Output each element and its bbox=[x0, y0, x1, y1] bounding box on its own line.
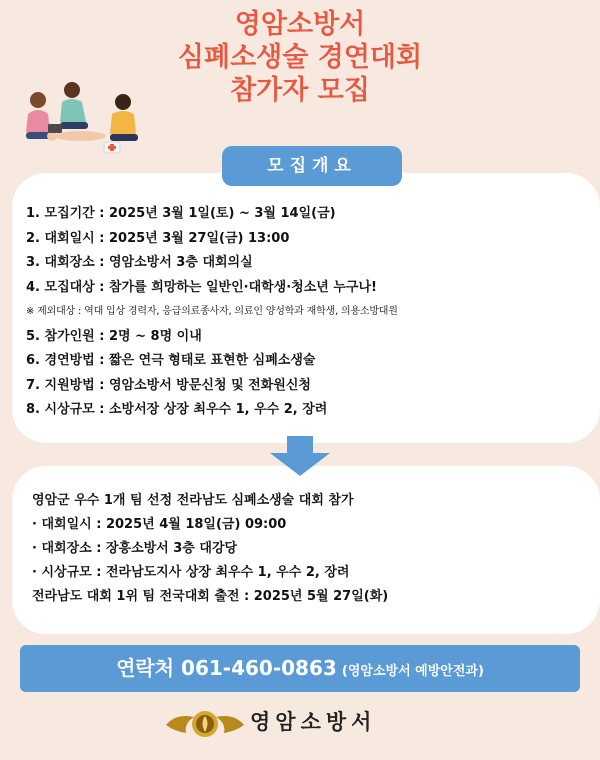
title-line-1: 영암소방서 bbox=[234, 9, 366, 40]
detail-item-period: 1. 모집기간 : 2025년 3월 1일(토) ~ 3월 14일(금) bbox=[26, 206, 336, 221]
overview-label: 모집개요 bbox=[222, 146, 402, 186]
detail-item-application: 7. 지원방법 : 영암소방서 방문신청 및 전화원신청 bbox=[26, 377, 311, 393]
arrow-down-icon bbox=[270, 436, 330, 476]
advance-item-venue: · 대회장소 : 장흥소방서 3층 대강당 bbox=[32, 541, 238, 556]
advance-item-selection: 영암군 우수 1개 팀 선정 전라남도 심폐소생술 대회 참가 bbox=[32, 493, 354, 508]
title-line-2: 심폐소생술 경연대회 bbox=[177, 42, 423, 73]
cpr-training-people-icon bbox=[20, 70, 145, 155]
contact-phone: 연락처 061-460-0863 bbox=[116, 656, 337, 680]
detail-item-team-size: 5. 참가인원 : 2명 ~ 8명 이내 bbox=[26, 328, 202, 344]
detail-item-awards: 8. 시상규모 : 소방서장 상장 최우수 1, 우수 2, 장려 bbox=[26, 402, 328, 417]
title-line-3: 참가자 모집 bbox=[230, 75, 370, 106]
detail-item-venue: 3. 대회장소 : 영암소방서 3층 대회의실 bbox=[26, 255, 253, 270]
advance-item-national: 전라남도 대회 1위 팀 전국대회 출전 : 2025년 5월 27일(화) bbox=[32, 589, 389, 604]
overview-details-list bbox=[26, 202, 398, 423]
advance-item-awards: · 시상규모 : 전라남도지사 상장 최우수 1, 우수 2, 장려 bbox=[32, 565, 350, 580]
fire-service-emblem-icon bbox=[164, 705, 246, 743]
detail-item-date: 2. 대회일시 : 2025년 3월 27일(금) 13:00 bbox=[26, 230, 290, 246]
poster-title bbox=[150, 8, 450, 107]
detail-item-method: 6. 경연방법 : 짧은 연극 형태로 표현한 심폐소생술 bbox=[26, 353, 316, 368]
footer-org-name: 영암소방서 bbox=[250, 710, 377, 734]
advance-details-list bbox=[32, 489, 388, 609]
contact-department: (영암소방서 예방안전과) bbox=[341, 664, 484, 679]
contact-banner bbox=[20, 645, 580, 692]
detail-item-target: 4. 모집대상 : 참가를 희망하는 일반인·대학생·청소년 누구나! bbox=[26, 279, 377, 295]
footer-logo bbox=[158, 703, 448, 743]
detail-item-exclusion-note: ※ 제외대상 : 역대 입상 경력자, 응급의료종사자, 의료인 양성학과 재학생, 의용소방대원 bbox=[26, 306, 398, 317]
advance-item-date: · 대회일시 : 2025년 4월 18일(금) 09:00 bbox=[32, 517, 287, 532]
